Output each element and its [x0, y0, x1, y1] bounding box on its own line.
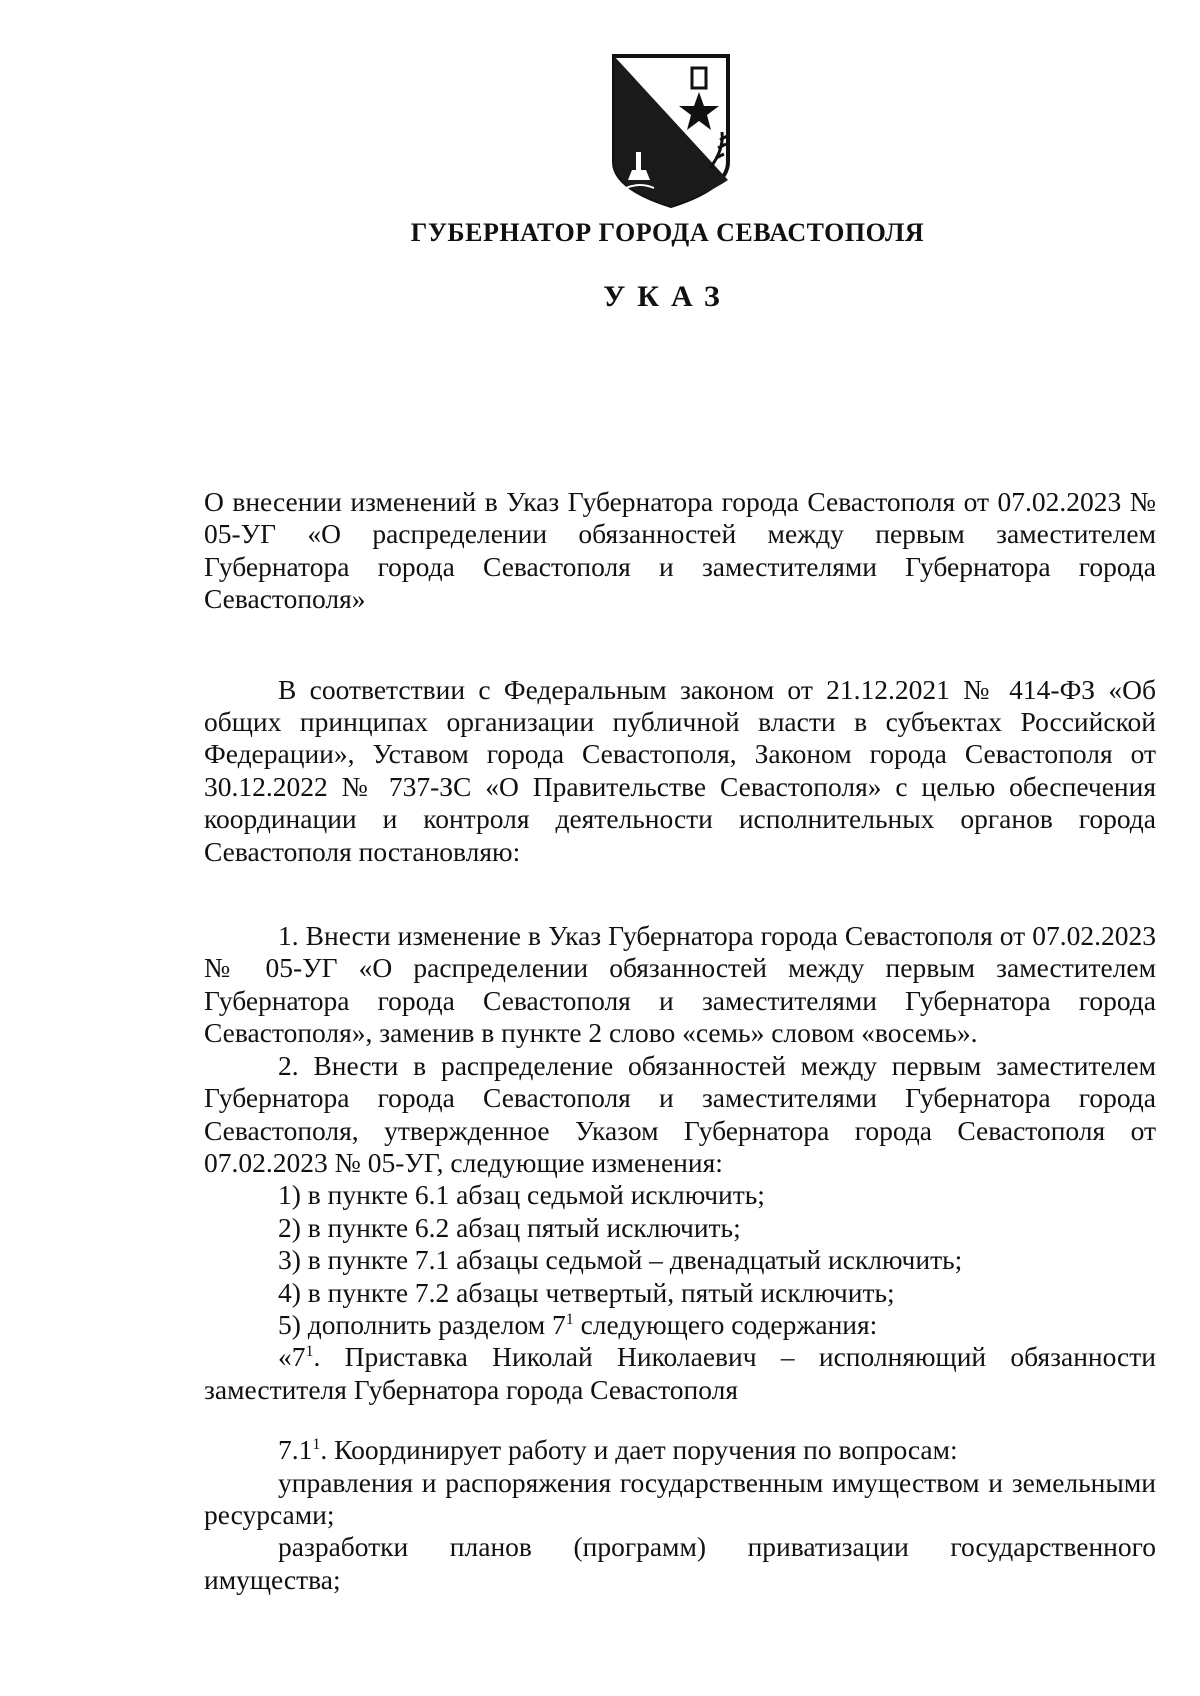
duty-item-1: управления и распоряжения государственным имуществом и земельными ресурсами; — [204, 1466, 1156, 1530]
section-number: «7 — [278, 1341, 306, 1373]
subitem-5 — [204, 1309, 1156, 1341]
clause-paragraph — [204, 1434, 1156, 1466]
coat-of-arms-icon — [606, 50, 736, 210]
document-title: О внесении изменений в Указ Губернатора города Севастополя от 07.02.2023 № 05-УГ «О распределении обязанностей между первым заместителем Губернатора города Севастополя и заместителями Губернатора города Севастополя» — [204, 486, 1156, 615]
subitem-2: 2) в пункте 6.2 абзац пятый исключить; — [278, 1211, 741, 1243]
new-section-paragraph — [204, 1341, 1156, 1406]
document-type-heading: УКАЗ — [603, 280, 732, 313]
duty-item-2: разработки планов (программ) приватизации государственного имущества; — [204, 1531, 1156, 1595]
preamble-paragraph: В соответствии с Федеральным законом от 21.12.2021 № 414-ФЗ «Об общих принципах организации публичной власти в субъектах Российской Федерации», Уставом города Севастополя, Законом города Севастополя от 30.12.2022 № 737-ЗС «О Правительстве Севастополя» с целью обеспечения координации и контроля деятельности исполнительных органов города Севастополя постановляю: — [204, 673, 1156, 867]
clause-text: . Координирует работу и дает поручения по вопросам: — [320, 1434, 958, 1466]
subitem-3: 3) в пункте 7.1 абзацы седьмой – двенадцатый исключить; — [278, 1244, 963, 1276]
clause-number: 7.1 — [278, 1434, 313, 1466]
issuing-authority: ГУБЕРНАТОР ГОРОДА СЕВАСТОПОЛЯ — [410, 218, 925, 247]
subitem-4: 4) в пункте 7.2 абзацы четвертый, пятый исключить; — [278, 1276, 895, 1308]
clause-superscript: 1 — [312, 1436, 321, 1453]
item-2-paragraph: 2. Внести в распределение обязанностей между первым заместителем Губернатора города Севастополя и заместителями Губернатора города Севастополя, утвержденное Указом Губернатора города Севастополя от 07.02.2023 № 05-УГ, следующие изменения: — [204, 1049, 1156, 1178]
document-body — [204, 486, 1156, 1596]
subitem-5-text-start: 5) дополнить разделом 7 — [278, 1308, 566, 1340]
section-text: . Приставка Николай Николаевич – исполняющий обязанности заместителя Губернатора города Севастополя — [204, 1341, 1156, 1405]
subitem-5-text-end: следующего содержания: — [573, 1308, 878, 1340]
section-superscript: 1 — [305, 1343, 314, 1361]
subitem-5-superscript: 1 — [565, 1310, 574, 1328]
subitem-1: 1) в пункте 6.1 абзац седьмой исключить; — [278, 1179, 765, 1211]
item-1-paragraph: 1. Внести изменение в Указ Губернатора города Севастополя от 07.02.2023 № 05-УГ «О распределении обязанностей между первым заместителем Губернатора города Севастополя и заместителями Губернатора города Севастополя», заменив в пункте 2 слово «семь» словом «восемь». — [204, 920, 1156, 1049]
